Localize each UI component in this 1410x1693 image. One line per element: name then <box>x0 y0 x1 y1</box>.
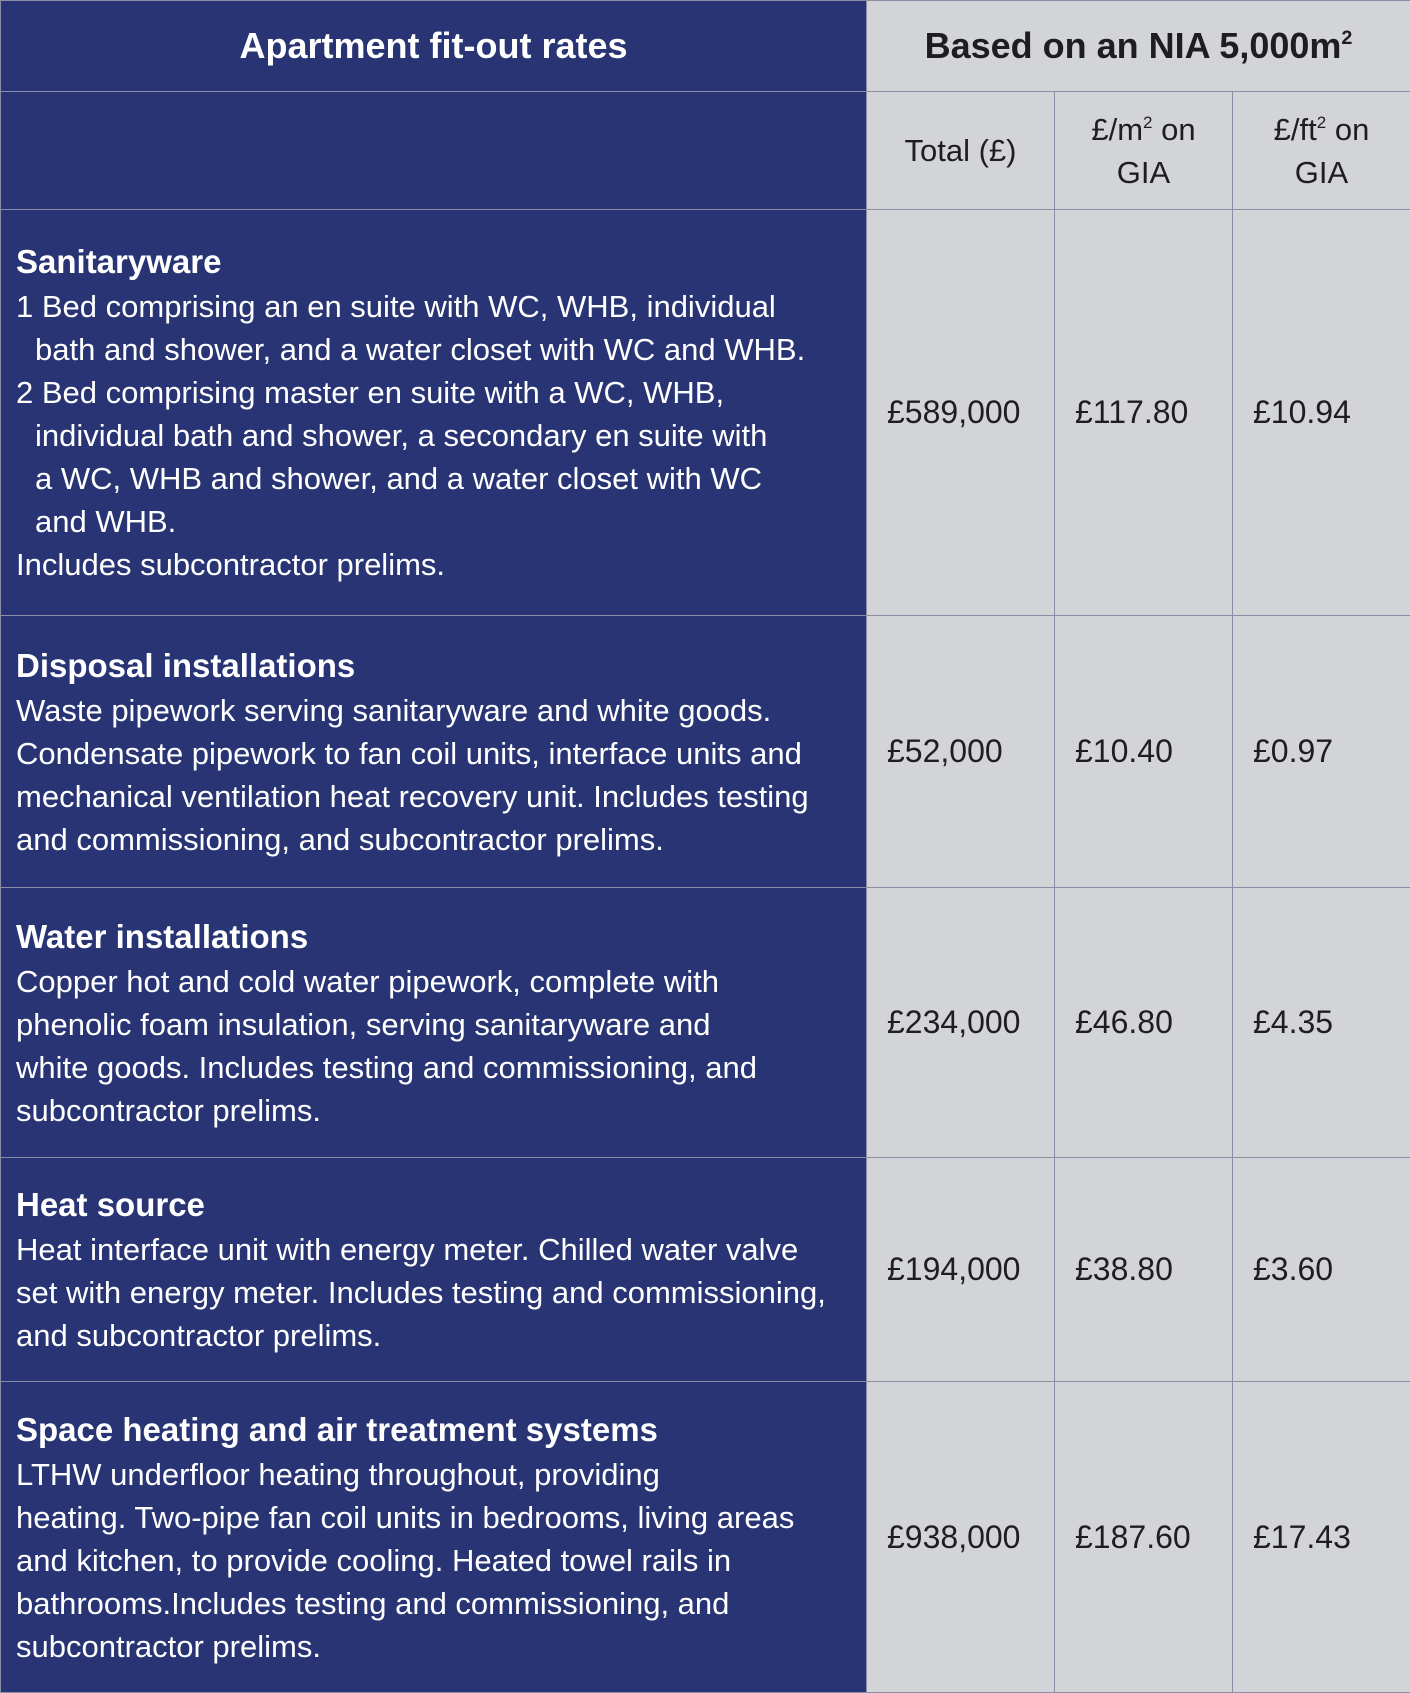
row-line: Copper hot and cold water pipework, complete with <box>16 960 848 1003</box>
row-line: subcontractor prelims. <box>16 1089 848 1132</box>
row-line: LTHW underfloor heating throughout, providing <box>16 1453 848 1496</box>
row-title: Heat source <box>16 1182 848 1228</box>
basis-superscript: 2 <box>1341 27 1352 49</box>
row-line: 1 Bed comprising an en suite with WC, WHB, individual <box>16 285 848 328</box>
table-row <box>1 1158 1410 1382</box>
per-m2-cell: £38.80 <box>1055 1158 1233 1382</box>
col-header-per-ft2 <box>1233 92 1410 210</box>
per-m2-cell: £117.80 <box>1055 210 1233 616</box>
total-cell: £52,000 <box>867 616 1055 888</box>
row-line: and subcontractor prelims. <box>16 1314 848 1357</box>
col-header-per-ft2-line2: GIA <box>1295 155 1348 190</box>
table-row <box>1 888 1410 1158</box>
total-cell: £589,000 <box>867 210 1055 616</box>
per-ft2-cell: £10.94 <box>1233 210 1410 616</box>
row-line: Heat interface unit with energy meter. Chilled water valve <box>16 1228 848 1271</box>
row-line: heating. Two-pipe fan coil units in bedrooms, living areas <box>16 1496 848 1539</box>
row-line: and commissioning, and subcontractor prelims. <box>16 818 848 861</box>
row-line: bath and shower, and a water closet with WC and WHB. <box>16 328 848 371</box>
table-row <box>1 1382 1410 1693</box>
table-row <box>1 210 1410 616</box>
col-header-per-m2-suffix: on <box>1153 112 1196 147</box>
row-title: Water installations <box>16 914 848 960</box>
row-description <box>1 888 867 1158</box>
header-row <box>1 1 1410 92</box>
row-line: a WC, WHB and shower, and a water closet with WC <box>16 457 848 500</box>
basis-header <box>867 1 1410 92</box>
row-line: Waste pipework serving sanitaryware and white goods. <box>16 689 848 732</box>
col-header-per-m2-prefix: £/m <box>1091 112 1143 147</box>
row-description <box>1 616 867 888</box>
row-line: and WHB. <box>16 500 848 543</box>
table-title: Apartment fit-out rates <box>1 1 867 92</box>
row-line: individual bath and shower, a secondary en suite with <box>16 414 848 457</box>
row-description <box>1 210 867 616</box>
per-ft2-cell: £0.97 <box>1233 616 1410 888</box>
per-m2-cell: £10.40 <box>1055 616 1233 888</box>
row-line: Condensate pipework to fan coil units, interface units and <box>16 732 848 775</box>
row-line: and kitchen, to provide cooling. Heated towel rails in <box>16 1539 848 1582</box>
row-title: Space heating and air treatment systems <box>16 1407 848 1453</box>
row-title: Sanitaryware <box>16 239 848 285</box>
row-line: mechanical ventilation heat recovery unit. Includes testing <box>16 775 848 818</box>
total-cell: £194,000 <box>867 1158 1055 1382</box>
row-title: Disposal installations <box>16 643 848 689</box>
col-header-per-ft2-suffix: on <box>1326 112 1369 147</box>
row-line: Includes subcontractor prelims. <box>16 543 848 586</box>
row-line: subcontractor prelims. <box>16 1625 848 1668</box>
basis-text: Based on an NIA 5,000m <box>925 25 1342 66</box>
col-header-per-m2-superscript: 2 <box>1143 113 1152 132</box>
row-line: set with energy meter. Includes testing and commissioning, <box>16 1271 848 1314</box>
per-ft2-cell: £4.35 <box>1233 888 1410 1158</box>
per-m2-cell: £46.80 <box>1055 888 1233 1158</box>
row-line: phenolic foam insulation, serving sanitaryware and <box>16 1003 848 1046</box>
per-ft2-cell: £17.43 <box>1233 1382 1410 1693</box>
row-description <box>1 1382 867 1693</box>
row-line: bathrooms.Includes testing and commissioning, and <box>16 1582 848 1625</box>
col-header-per-ft2-prefix: £/ft <box>1274 112 1317 147</box>
col-header-per-m2 <box>1055 92 1233 210</box>
col-header-total: Total (£) <box>867 92 1055 210</box>
total-cell: £234,000 <box>867 888 1055 1158</box>
row-line: white goods. Includes testing and commissioning, and <box>16 1046 848 1089</box>
row-line: 2 Bed comprising master en suite with a WC, WHB, <box>16 371 848 414</box>
col-header-per-m2-line2: GIA <box>1117 155 1170 190</box>
table-row <box>1 616 1410 888</box>
per-ft2-cell: £3.60 <box>1233 1158 1410 1382</box>
subheader-blank-cell <box>1 92 867 210</box>
row-description <box>1 1158 867 1382</box>
total-cell: £938,000 <box>867 1382 1055 1693</box>
per-m2-cell: £187.60 <box>1055 1382 1233 1693</box>
col-header-per-ft2-superscript: 2 <box>1317 113 1326 132</box>
subheader-row <box>1 92 1410 210</box>
